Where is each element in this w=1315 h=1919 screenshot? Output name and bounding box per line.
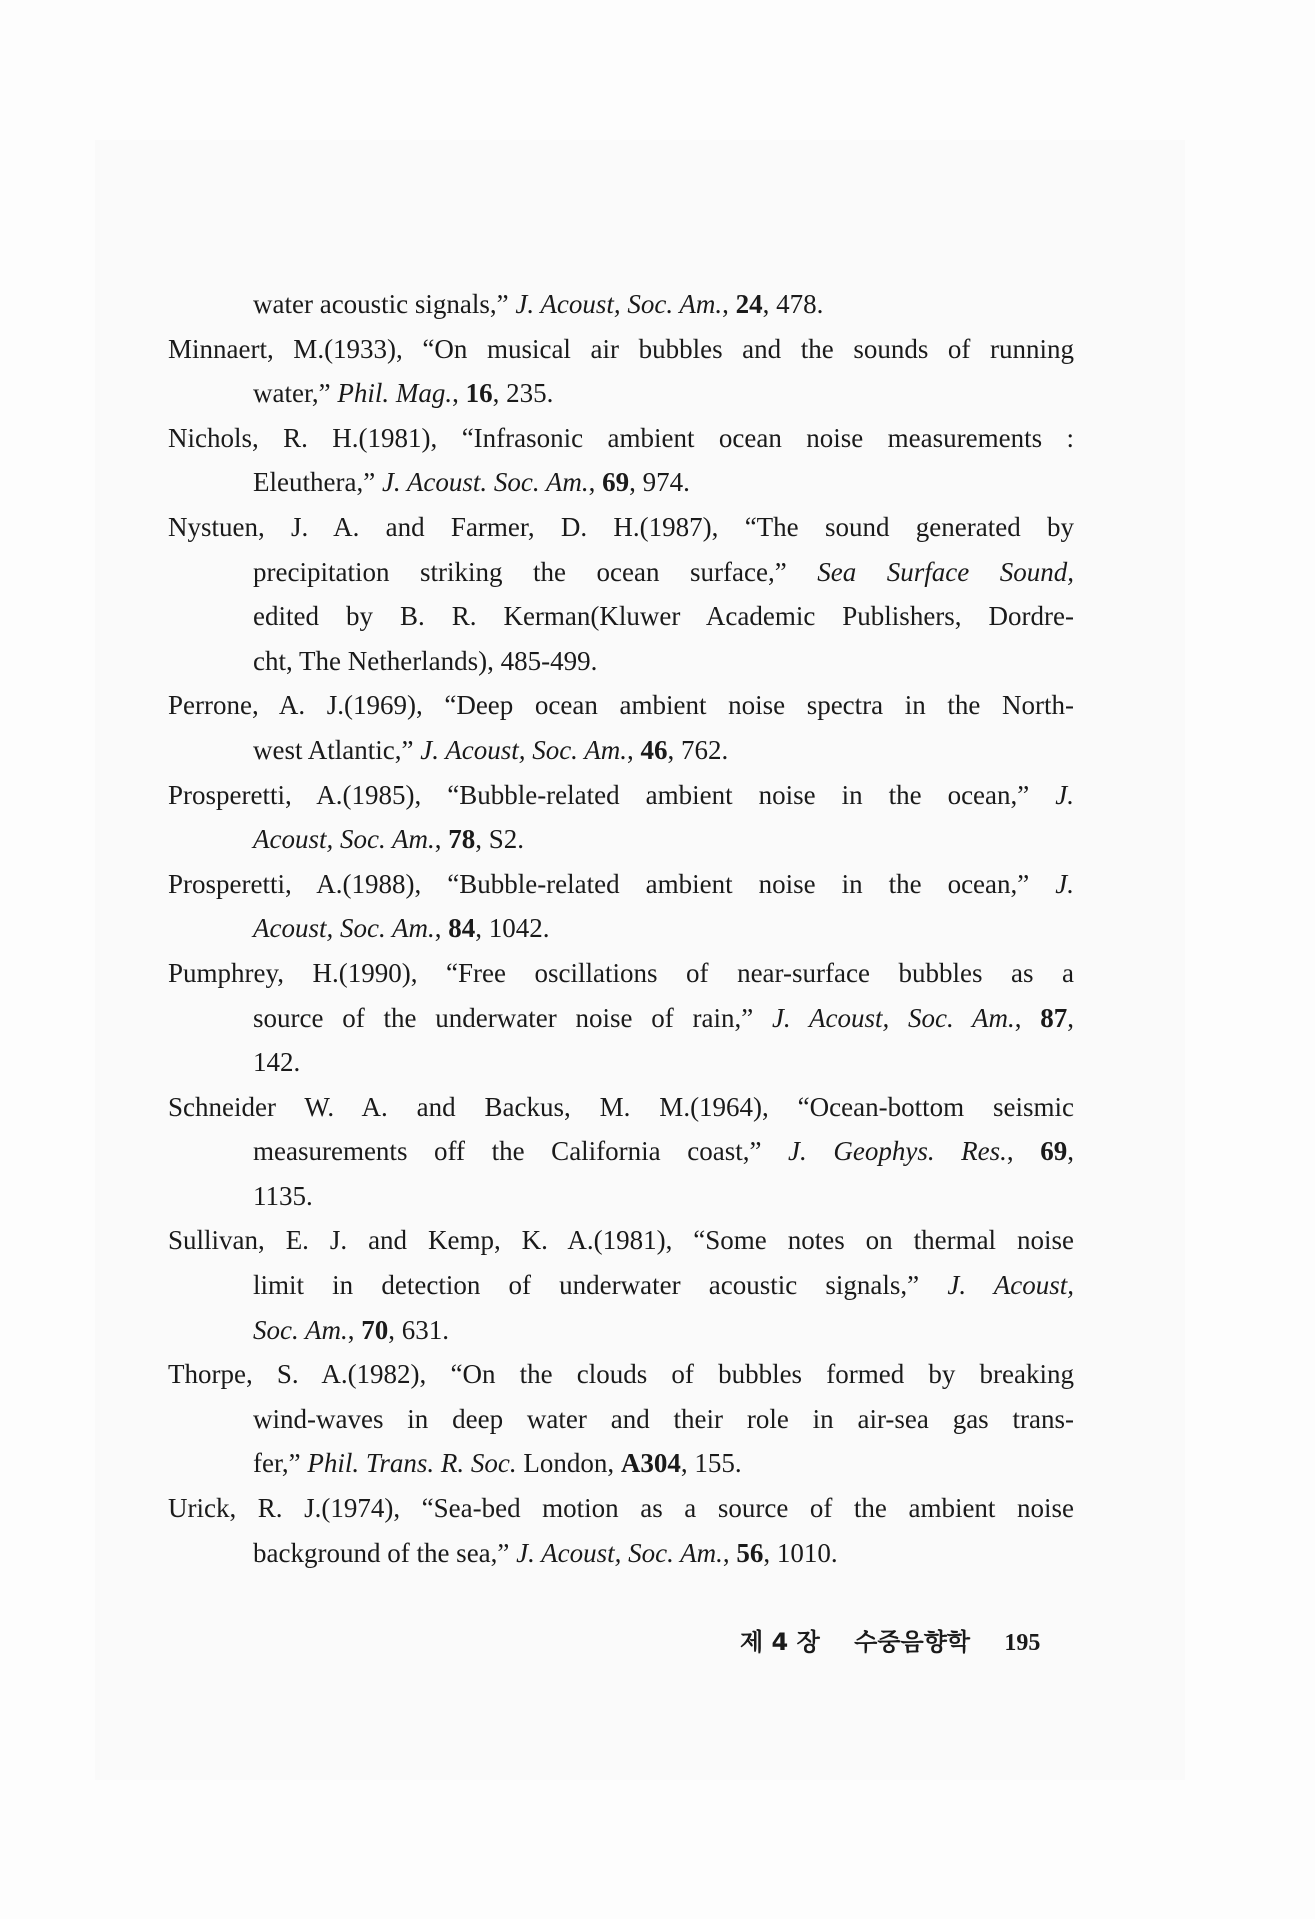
citation-volume: 87 [1040, 1002, 1068, 1033]
citation-source: J. Acoust, Soc. Am. [771, 1002, 1015, 1033]
reference-text: , [1014, 1002, 1041, 1033]
reference-line [253, 550, 1074, 595]
reference-text: , 631. [388, 1314, 449, 1345]
reference-text: , [1067, 1002, 1075, 1033]
reference-text: , [722, 289, 736, 319]
citation-source: Phil. Trans. R. Soc. [307, 1448, 517, 1479]
reference-text: , [434, 913, 449, 944]
reference-line [168, 683, 1074, 728]
reference-line [168, 1486, 1074, 1531]
reference-text: Thorpe, S. A.(1982), “On the clouds of bubbles formed by breaking [168, 1359, 1074, 1390]
citation-source: J. Acoust, Soc. Am. [515, 289, 723, 319]
reference-line [253, 1308, 1074, 1353]
citation-source: J. Acoust, Soc. Am. [420, 734, 627, 765]
reference-text: Perrone, A. J.(1969), “Deep ocean ambient noise spectra in the North- [168, 690, 1074, 721]
reference-entry [168, 1218, 1074, 1352]
reference-line [168, 1218, 1074, 1263]
citation-volume: 46 [640, 734, 668, 765]
citation-source: J. Acoust. Soc. Am. [381, 467, 589, 498]
reference-text: Minnaert, M.(1933), “On musical air bubbles and the sounds of running [168, 333, 1074, 364]
reference-entry [168, 1352, 1074, 1486]
reference-text: 1135. [253, 1180, 313, 1211]
reference-text: Pumphrey, H.(1990), “Free oscillations of near-surface bubbles as a [168, 957, 1074, 988]
citation-volume: 70 [361, 1314, 389, 1345]
reference-line [253, 282, 1074, 327]
reference-line [253, 817, 1074, 862]
reference-entry [168, 862, 1074, 951]
reference-line [168, 505, 1074, 550]
reference-text: , [1006, 1136, 1041, 1167]
reference-text: Nichols, R. H.(1981), “Infrasonic ambient ocean noise measurements : [168, 422, 1074, 453]
reference-line [253, 728, 1074, 773]
citation-volume: 56 [736, 1537, 764, 1568]
citation-volume: 78 [448, 824, 476, 855]
reference-entry [168, 683, 1074, 772]
reference-text: , 1010. [763, 1537, 838, 1568]
citation-volume: 16 [465, 378, 493, 409]
reference-text: , 762. [667, 734, 729, 765]
reference-text: , [626, 734, 641, 765]
citation-volume: 24 [735, 289, 763, 319]
reference-entry [168, 416, 1074, 505]
reference-text: , [434, 824, 449, 855]
chapter-label: 제 4 장 [740, 1628, 820, 1656]
reference-text: precipitation striking the ocean surface,” [253, 556, 818, 587]
reference-text: , 478. [762, 289, 824, 319]
reference-entry [168, 951, 1074, 1085]
reference-line [168, 416, 1074, 461]
reference-text: Eleuthera,” [253, 467, 382, 498]
reference-entry [168, 1085, 1074, 1219]
chapter-title: 수중음향학 [854, 1628, 971, 1656]
reference-line [168, 1352, 1074, 1397]
reference-text: water acoustic signals,” [253, 289, 516, 319]
reference-text: Nystuen, J. A. and Farmer, D. H.(1987), “The sound generated by [168, 511, 1074, 542]
reference-text: , [722, 1537, 737, 1568]
citation-source: J. [1055, 868, 1074, 899]
reference-text: measurements off the California coast,” [253, 1136, 789, 1167]
reference-entry [168, 1486, 1074, 1575]
reference-line [253, 1129, 1074, 1174]
reference-line [168, 862, 1074, 907]
citation-volume: 69 [602, 467, 630, 498]
reference-text: edited by B. R. Kerman(Kluwer Academic Publishers, Dordre- [253, 601, 1074, 632]
reference-text: , [347, 1314, 362, 1345]
reference-text: wind-waves in deep water and their role in air-sea gas trans- [253, 1403, 1074, 1434]
reference-text: Prosperetti, A.(1988), “Bubble-related ambient noise in the ocean,” [168, 868, 1056, 899]
reference-line [253, 1174, 1074, 1219]
citation-source: J. [1055, 779, 1074, 810]
reference-line [253, 996, 1074, 1041]
reference-text: , 1042. [475, 913, 550, 944]
reference-line [168, 1085, 1074, 1130]
reference-text: 142. [253, 1047, 301, 1078]
reference-line [253, 594, 1074, 639]
reference-text: cht, The Netherlands), 485-499. [253, 645, 598, 676]
reference-list [168, 282, 1074, 1575]
reference-line [253, 1397, 1074, 1442]
page-number: 195 [1004, 1630, 1041, 1656]
reference-line [253, 639, 1074, 684]
reference-text: background of the sea,” [253, 1537, 517, 1568]
reference-text: , [452, 378, 466, 409]
reference-line [253, 460, 1074, 505]
page-footer [740, 1622, 1040, 1657]
citation-volume: 84 [448, 913, 476, 944]
reference-line [253, 1263, 1074, 1308]
reference-text: west Atlantic,” [253, 734, 421, 765]
reference-line [253, 906, 1074, 951]
reference-entry [168, 505, 1074, 683]
citation-source: J. Acoust, Soc. Am. [516, 1537, 723, 1568]
reference-entry [168, 773, 1074, 862]
reference-text: , [588, 467, 603, 498]
citation-volume: 69 [1040, 1136, 1068, 1167]
reference-text: Prosperetti, A.(1985), “Bubble-related ambient noise in the ocean,” [168, 779, 1056, 810]
citation-volume: A304 [620, 1448, 681, 1479]
reference-line [168, 951, 1074, 996]
reference-text: fer,” [253, 1448, 308, 1479]
reference-line [253, 1531, 1074, 1576]
citation-source: J. Geophys. Res. [788, 1136, 1007, 1167]
reference-line [168, 773, 1074, 818]
reference-entry [168, 327, 1074, 416]
reference-line [253, 371, 1074, 416]
reference-text: source of the underwater noise of rain,” [253, 1002, 772, 1033]
citation-source: Soc. Am. [253, 1314, 348, 1345]
citation-source: J. Acoust, [947, 1270, 1075, 1301]
citation-source: Acoust, Soc. Am. [253, 824, 435, 855]
reference-text: water,” [253, 378, 338, 409]
reference-line [253, 1040, 1074, 1085]
reference-text: Urick, R. J.(1974), “Sea-bed motion as a source of the ambient noise [168, 1493, 1074, 1524]
reference-text: Schneider W. A. and Backus, M. M.(1964), “Ocean-bottom seismic [168, 1091, 1074, 1122]
reference-line [253, 1441, 1074, 1486]
reference-entry [168, 282, 1074, 327]
citation-source: Sea Surface Sound, [817, 556, 1074, 587]
reference-line [168, 327, 1074, 372]
reference-text: , 235. [492, 378, 554, 409]
citation-source: Phil. Mag. [337, 378, 453, 409]
reference-text: , 974. [629, 467, 690, 498]
reference-text: , [1067, 1136, 1074, 1167]
reference-text: limit in detection of underwater acoustic signals,” [253, 1270, 948, 1301]
reference-text: Sullivan, E. J. and Kemp, K. A.(1981), “Some notes on thermal noise [168, 1225, 1074, 1256]
reference-text: , 155. [680, 1448, 742, 1479]
reference-text: London, [516, 1448, 621, 1479]
citation-source: Acoust, Soc. Am. [253, 913, 435, 944]
reference-text: , S2. [475, 824, 525, 855]
